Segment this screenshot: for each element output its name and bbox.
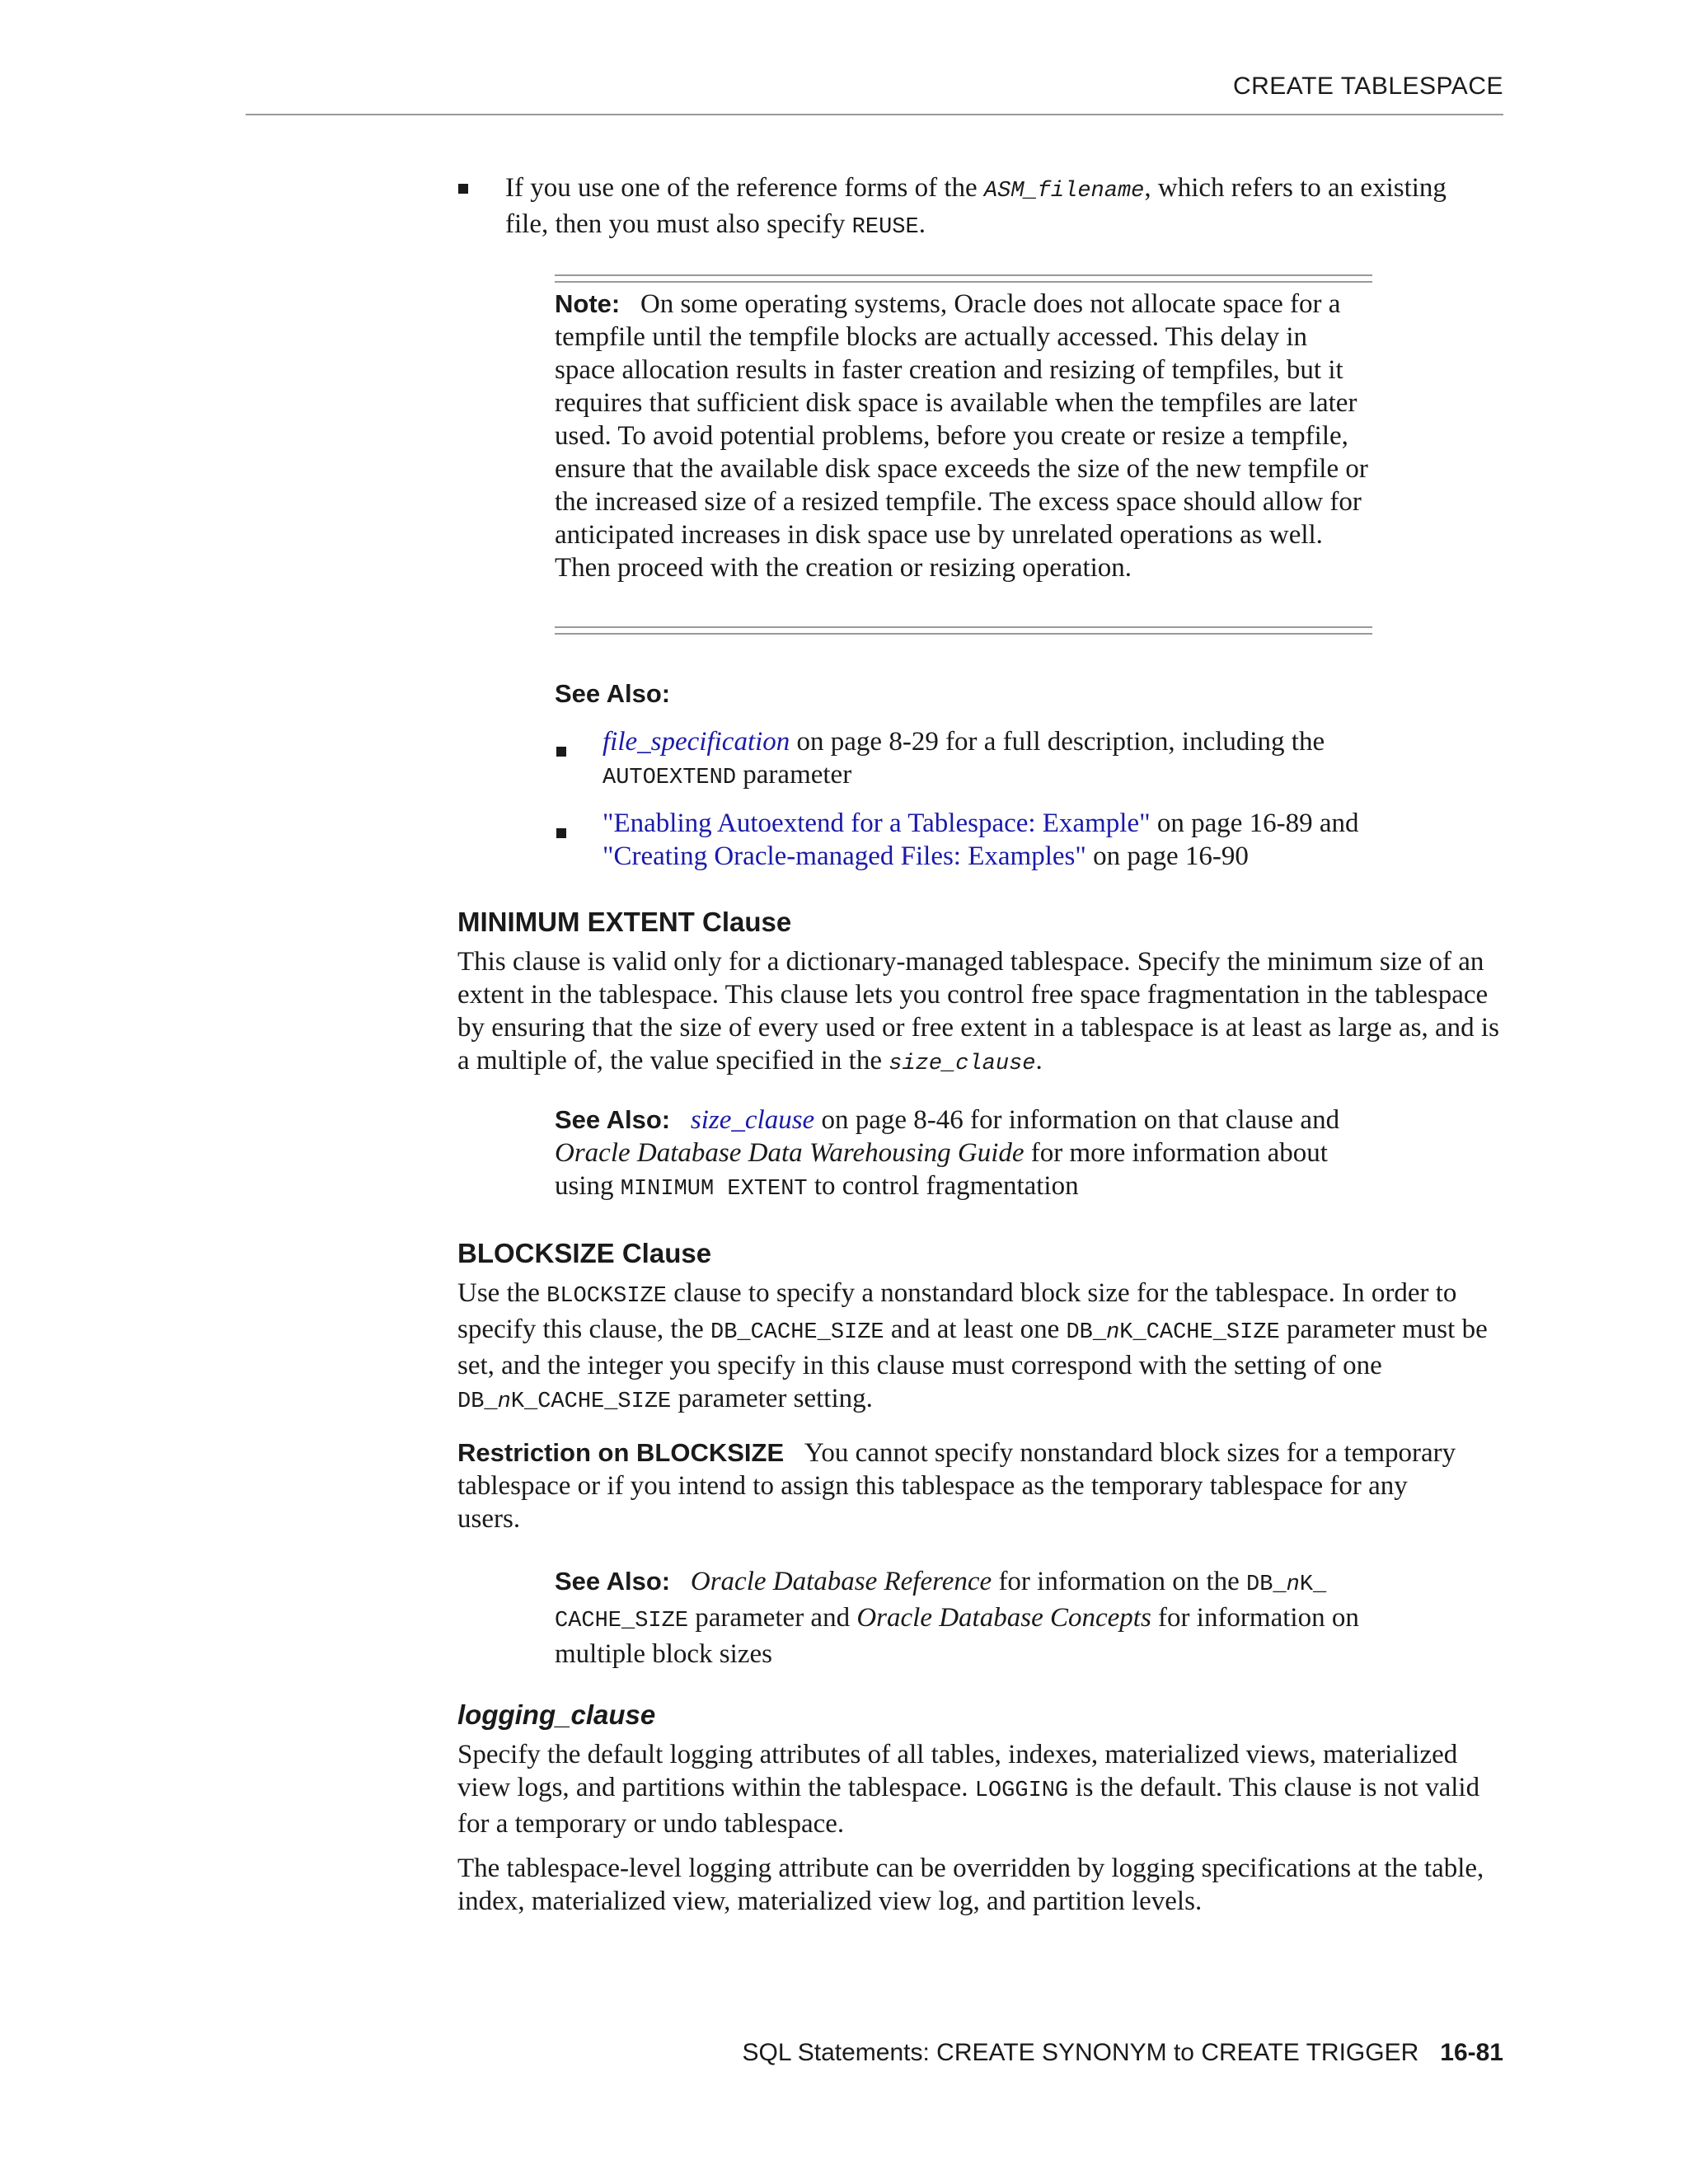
page-footer <box>743 2039 1504 2067</box>
see-also-label: See Also: <box>555 679 671 708</box>
restriction-blocksize: Restriction on BLOCKSIZE You cannot specify nonstandard block sizes for a temporary tablespace or if you intend to assign this tablespace as the temporary tablespace for any users. <box>457 1438 1456 1534</box>
link-file-specification[interactable]: file_specification <box>603 727 790 757</box>
link-size-clause[interactable]: size_clause <box>690 1105 815 1135</box>
logging-paragraph-2: The tablespace-level logging attribute can be overridden by logging specifications at the table, index, materialized view, materialized view log, and partition levels. <box>457 1854 1484 1916</box>
note-label: Note: <box>555 289 621 318</box>
link-creating-oracle-managed-files[interactable]: "Creating Oracle-managed Files: Examples" <box>603 841 1086 871</box>
header-rule <box>246 114 1503 115</box>
footer-title: SQL Statements: CREATE SYNONYM to CREATE TRIGGER <box>742 2039 1419 2066</box>
note-text: On some operating systems, Oracle does not allocate space for a tempfile until the tempfile blocks are actually accessed. This delay in space allocation results in faster creation and resizing of tempfiles, but it requires that sufficient disk space is available when the tempfiles are later used. To avoid potential problems, before you create or resize a tempfile, ensure that the available disk space exceeds the size of the new tempfile or the increased size of a resized tempfile. The excess space should allow for anticipated increases in disk space use by unrelated operations as well. Then proceed with the creation or resizing operation. <box>555 289 1368 583</box>
blocksize-paragraph: Use the BLOCKSIZE clause to specify a nonstandard block size for the tablespace. In order to specify this clause, the DB_CACHE_SIZE and at least one DB_nK_CACHE_SIZE parameter must be set, and the integer you specify in this clause must correspond with the setting of one DB_nK_CACHE_SIZE parameter setting. <box>457 1278 1488 1414</box>
bullet-marker <box>556 747 566 757</box>
bullet-marker <box>556 828 566 838</box>
section-heading-blocksize: BLOCKSIZE Clause <box>457 1238 712 1268</box>
blocksize-see-also: See Also: Oracle Database Reference for information on the DB_nK_ CACHE_SIZE parameter and Oracle Database Concepts for information on multiple block sizes <box>555 1567 1359 1669</box>
minimum-extent-paragraph: This clause is valid only for a dictionary-managed tablespace. Specify the minimum size of an extent in the tablespace. This clause lets you control free space fragmentation in the tablespace by ensuring that the size of every used or free extent in a tablespace is at least as large as, and is a multiple of, the value specified in the size_clause. <box>457 947 1499 1076</box>
link-enabling-autoextend[interactable]: "Enabling Autoextend for a Tablespace: Example" <box>603 808 1151 838</box>
note-top-rule <box>555 274 1372 283</box>
code-reuse: REUSE <box>851 215 919 240</box>
section-heading-minimum-extent: MINIMUM EXTENT Clause <box>457 907 792 937</box>
code-asm-filename: ASM_filename <box>983 179 1145 204</box>
see-also-item-file-specification: file_specification on page 8-29 for a full description, including the AUTOEXTEND parameter <box>603 727 1325 790</box>
note-bottom-rule <box>555 626 1372 635</box>
page-number: 16-81 <box>1440 2039 1503 2066</box>
intro-bullet-text: If you use one of the reference forms of the ASM_filename, which refers to an existing file, then you must also specify REUSE. <box>505 173 1447 240</box>
bullet-marker <box>458 184 468 194</box>
note-block <box>555 288 1372 584</box>
restriction-label: Restriction on BLOCKSIZE <box>457 1438 785 1467</box>
section-heading-logging-clause: logging_clause <box>457 1699 656 1730</box>
see-also-item-examples: "Enabling Autoextend for a Tablespace: Example" on page 16-89 and "Creating Oracle-managed Files: Examples" on page 16-90 <box>603 808 1359 871</box>
running-header: CREATE TABLESPACE <box>1232 73 1503 100</box>
logging-paragraph-1: Specify the default logging attributes of all tables, indexes, materialized views, materialized view logs, and partitions within the tablespace. LOGGING is the default. This clause is not valid for a temporary or undo tablespace. <box>457 1740 1480 1839</box>
minimum-extent-see-also: See Also: size_clause on page 8-46 for information on that clause and Oracle Database Data Warehousing Guide for more information about using MINIMUM EXTENT to control fragmentation <box>555 1105 1340 1202</box>
